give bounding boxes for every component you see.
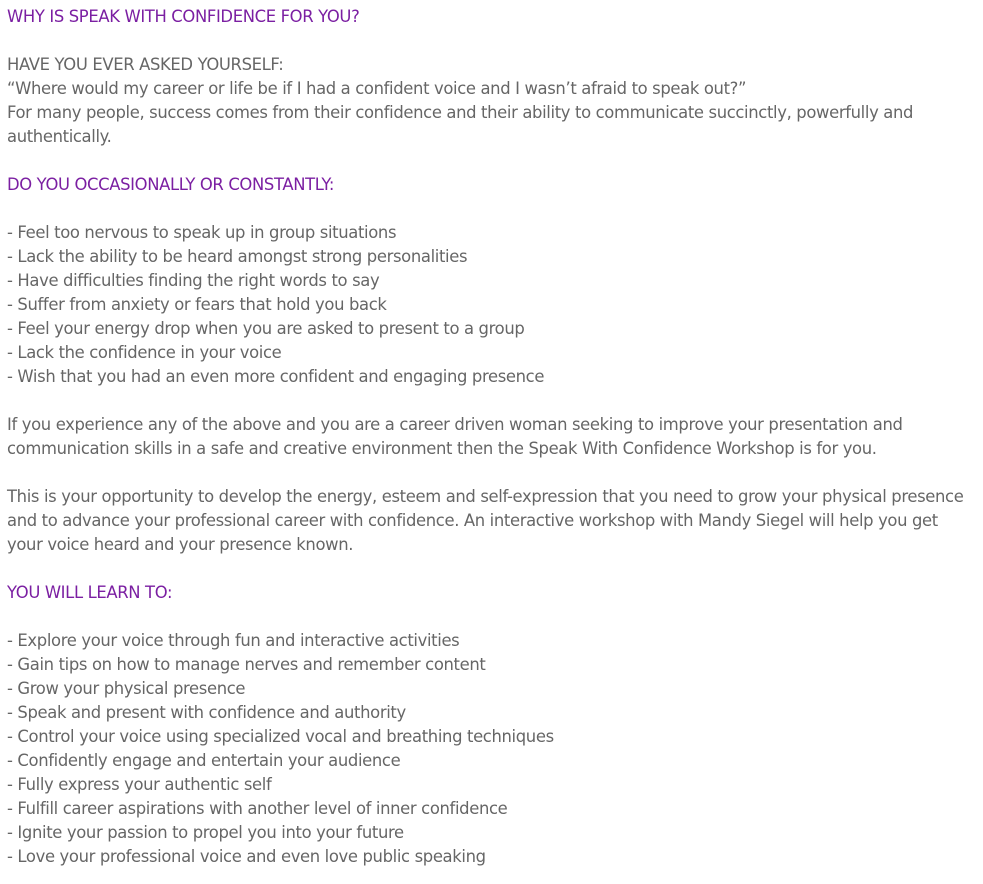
symptoms-list bbox=[7, 221, 983, 389]
spacer bbox=[7, 29, 983, 53]
list-item: - Confidently engage and entertain your audience bbox=[7, 751, 401, 770]
workshop-for-you-paragraph: If you experience any of the above and you are a career driven woman seeking to improve your presentation and communication skills in a safe and creative environment then the Speak With Confidence Workshop is for you. bbox=[7, 415, 903, 458]
opportunity-paragraph: This is your opportunity to develop the energy, esteem and self-expression that you need to grow your physical presence and to advance your professional career with confidence. An interactive workshop with Mandy Siegel will help you get your voice heard and your presence known. bbox=[7, 487, 964, 554]
list-item: - Gain tips on how to manage nerves and remember content bbox=[7, 655, 486, 674]
list-item: - Explore your voice through fun and interactive activities bbox=[7, 631, 460, 650]
subheading-asked-yourself: HAVE YOU EVER ASKED YOURSELF: bbox=[7, 55, 284, 74]
list-item: - Lack the confidence in your voice bbox=[7, 343, 282, 362]
list-item: - Feel your energy drop when you are asked to present to a group bbox=[7, 319, 525, 338]
list-item: - Control your voice using specialized vocal and breathing techniques bbox=[7, 727, 554, 746]
spacer bbox=[7, 149, 983, 173]
quote-text: “Where would my career or life be if I had a confident voice and I wasn’t afraid to speak out?” bbox=[7, 79, 747, 98]
list-item: - Wish that you had an even more confident and engaging presence bbox=[7, 367, 545, 386]
spacer bbox=[7, 197, 983, 221]
list-item: - Grow your physical presence bbox=[7, 679, 246, 698]
list-item: - Fulfill career aspirations with another level of inner confidence bbox=[7, 799, 508, 818]
spacer bbox=[7, 605, 983, 629]
list-item: - Feel too nervous to speak up in group situations bbox=[7, 223, 397, 242]
spacer bbox=[7, 557, 983, 581]
learn-list bbox=[7, 629, 983, 869]
section-heading-learn: YOU WILL LEARN TO: bbox=[7, 583, 173, 602]
list-item: - Fully express your authentic self bbox=[7, 775, 272, 794]
section-heading-occasionally: DO YOU OCCASIONALLY OR CONSTANTLY: bbox=[7, 175, 335, 194]
spacer bbox=[7, 389, 983, 413]
list-item: - Suffer from anxiety or fears that hold you back bbox=[7, 295, 387, 314]
section-heading-why: WHY IS SPEAK WITH CONFIDENCE FOR YOU? bbox=[7, 7, 360, 26]
list-item: - Ignite your passion to propel you into your future bbox=[7, 823, 404, 842]
spacer bbox=[7, 461, 983, 485]
list-item: - Love your professional voice and even love public speaking bbox=[7, 847, 486, 866]
list-item: - Lack the ability to be heard amongst strong personalities bbox=[7, 247, 468, 266]
intro-paragraph: For many people, success comes from their confidence and their ability to communicate succinctly, powerfully and authentically. bbox=[7, 103, 914, 146]
list-item: - Speak and present with confidence and authority bbox=[7, 703, 406, 722]
list-item: - Have difficulties finding the right words to say bbox=[7, 271, 380, 290]
